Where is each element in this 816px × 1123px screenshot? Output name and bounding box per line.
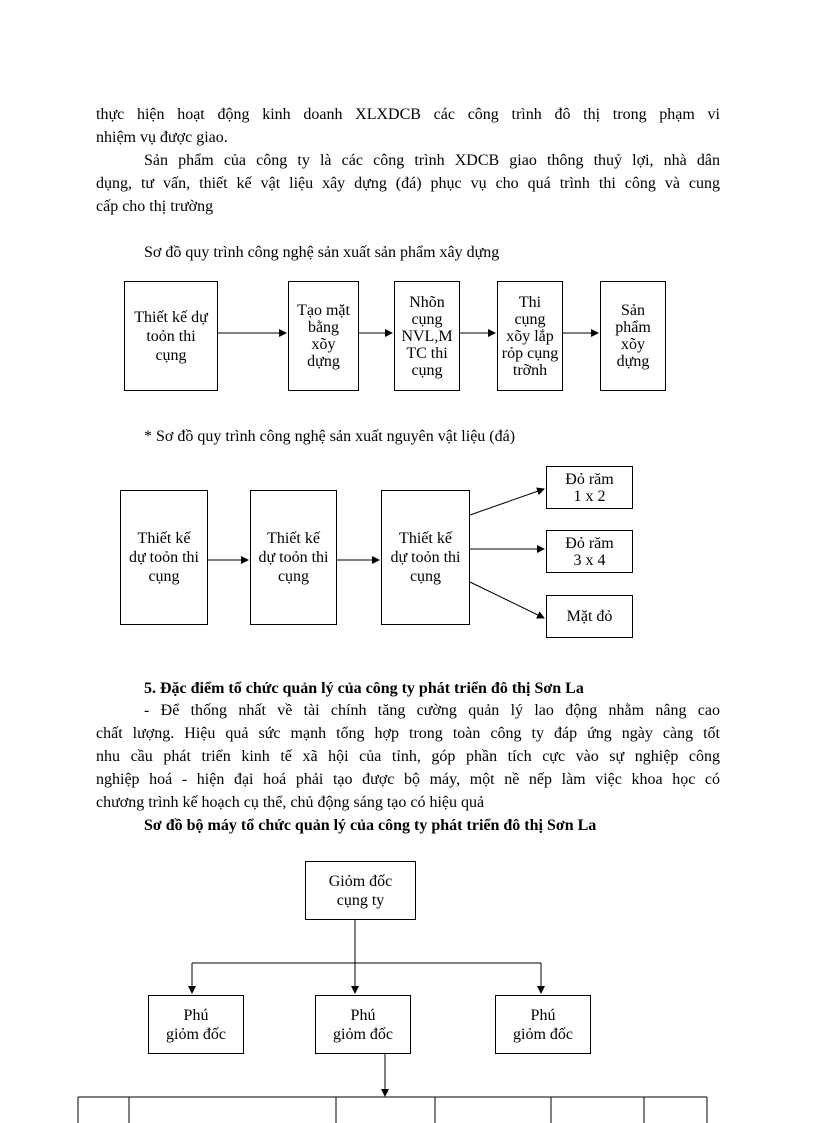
d2-box-design-2: Thiết kế dự toỏn thi cụng (250, 490, 337, 625)
org-box-deputy-3: Phú giỏm đốc (495, 995, 591, 1054)
org-box-deputy-1: Phú giỏm đốc (148, 995, 244, 1054)
section-5-heading: 5. Đặc điểm tổ chức quản lý của công ty phát triển đô thị Sơn La (144, 680, 584, 697)
d2-output-stone-1x2: Đỏ răm 1 x 2 (546, 466, 633, 509)
d1-box-product: Sản phẩm xõy dựng (600, 281, 666, 391)
d2-box-design-3: Thiết kế dự toỏn thi cụng (381, 490, 470, 625)
d2-box-design-1: Thiết kế dự toỏn thi cụng (120, 490, 208, 625)
d2-arrow-out-1 (470, 489, 544, 515)
section-5-line-5: chương trình kế hoạch cụ thể, chủ động sáng tạo có hiệu quả (96, 794, 485, 811)
paragraph-2-line-3: cấp cho thị trường (96, 198, 214, 215)
paragraph-2-line-1: Sản phẩm của công ty là các công trình XDCB giao thông thuỷ lợi, nhà dân (144, 152, 720, 169)
paragraph-2-line-2: dụng, tư vấn, thiết kế vật liệu xây dựng (đá) phục vụ cho quá trình thi công và cung (96, 175, 720, 192)
paragraph-1-line-1: thực hiện hoạt động kinh doanh XLXDCB các công trình đô thị trong phạm vi (96, 106, 720, 123)
section-5-line-3: nhu cầu phát triển kinh tế xã hội của tỉnh, góp phần tích cực vào sự nghiệp công (96, 748, 720, 765)
d1-box-labour-materials: Nhõn cụng NVL,M TC thi cụng (394, 281, 460, 391)
d1-box-site-preparation: Tạo mặt bằng xõy dựng (288, 281, 359, 391)
org-box-director: Giỏm đốc cụng ty (305, 861, 416, 920)
d2-output-stone-face: Mặt đỏ (546, 595, 633, 638)
d1-box-construction: Thi cụng xõy lắp rỏp cụng trỡnh (497, 281, 563, 391)
org-box-deputy-2: Phú giỏm đốc (315, 995, 411, 1054)
diagram-1-caption: Sơ đồ quy trình công nghệ sản xuất sản phẩm xây dựng (144, 244, 500, 261)
org-chart-heading: Sơ đồ bộ máy tổ chức quản lý của công ty phát triển đô thị Sơn La (144, 817, 597, 834)
section-5-line-4: nghiệp hoá - hiện đại hoá phải tạo được bộ máy, một nề nếp làm việc khoa học có (96, 771, 720, 788)
section-5-line-1: - Để thống nhất về tài chính tăng cường quản lý lao động nhằm nâng cao (144, 702, 720, 719)
d1-box-design: Thiết kế dự toỏn thi cụng (124, 281, 218, 391)
section-5-line-2: chất lượng. Hiệu quả sức mạnh tổng hợp trong toàn công ty đáp ứng ngày càng tốt (96, 725, 720, 742)
paragraph-1-line-2: nhiệm vụ được giao. (96, 129, 228, 146)
d2-output-stone-3x4: Đỏ răm 3 x 4 (546, 530, 633, 573)
diagram-2-caption: * Sơ đồ quy trình công nghệ sản xuất nguyên vật liệu (đá) (144, 428, 516, 445)
d2-arrow-out-3 (470, 582, 544, 618)
